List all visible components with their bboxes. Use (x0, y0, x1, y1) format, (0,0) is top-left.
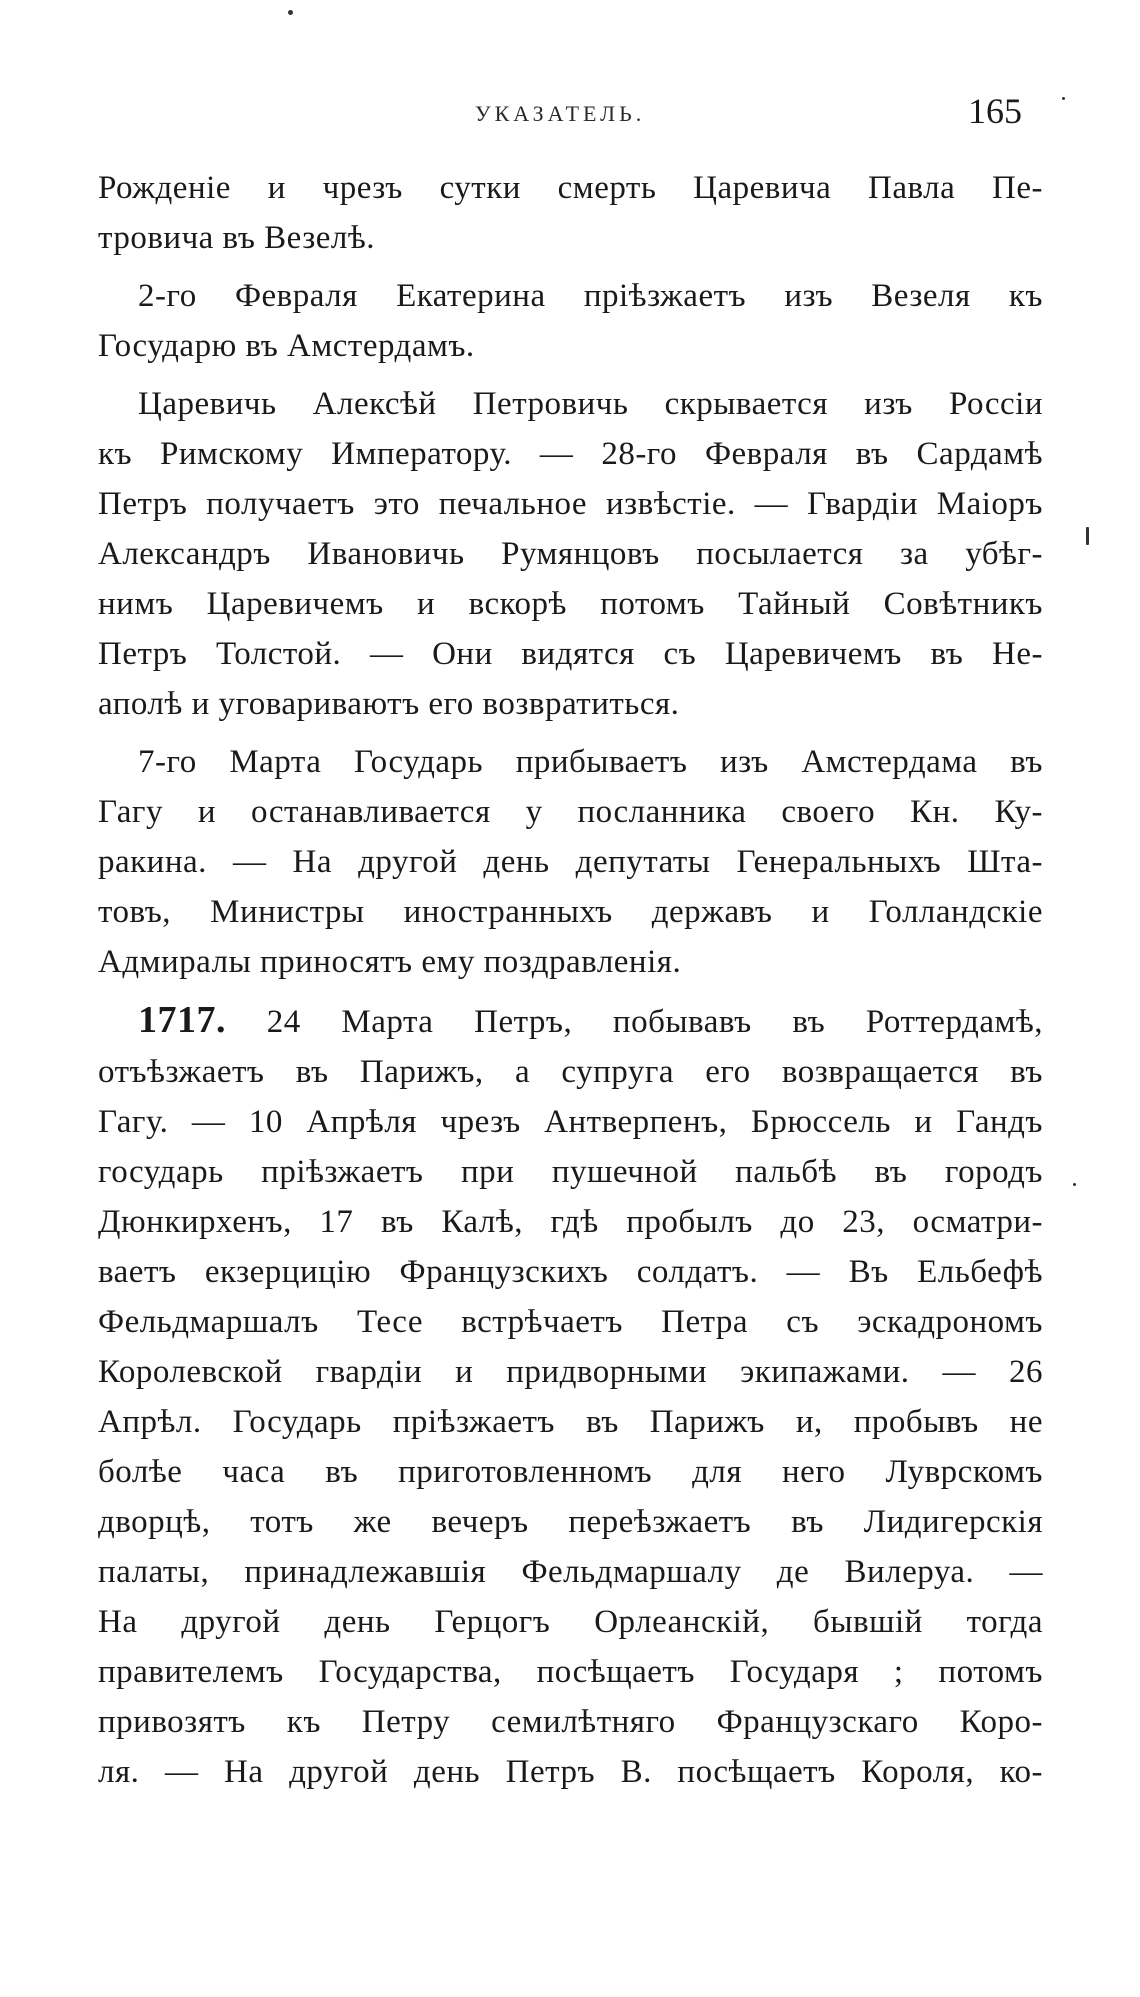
text-line: аполѣ и уговариваютъ его возвратиться. (98, 686, 680, 722)
print-speck (1086, 527, 1089, 545)
paragraph (98, 271, 1043, 371)
text-line: 2-го Февраля Екатерина пріѣзжаетъ изъ Везеля къ (138, 278, 1043, 314)
print-speck (1062, 97, 1065, 100)
print-speck (1073, 1183, 1076, 1186)
text-line: Дюнкирхенъ, 17 въ Калѣ, гдѣ пробылъ до 23, осматри- (98, 1204, 1043, 1240)
text-line: правителемъ Государства, посѣщаетъ Государя ; потомъ (98, 1654, 1043, 1690)
text-line (98, 995, 1043, 1047)
year-heading: 1717. (138, 999, 226, 1041)
text-line: ля. — На другой день Петръ В. посѣщаетъ Короля, ко- (98, 1754, 1043, 1790)
text-line: Фельдмаршалъ Тесе встрѣчаетъ Петра съ эскадрономъ (98, 1304, 1043, 1340)
text-line: нимъ Царевичемъ и вскорѣ потомъ Тайный Совѣтникъ (98, 586, 1043, 622)
text-line-rest: 24 Марта Петръ, побывавъ въ Роттердамѣ, (266, 1004, 1044, 1040)
text-line: привозятъ къ Петру семилѣтняго Французскаго Коро- (98, 1704, 1043, 1740)
text-line: къ Римскому Императору. — 28-го Февраля въ Сардамѣ (98, 436, 1043, 472)
text-line: Апрѣл. Государь пріѣзжаетъ въ Парижъ и, пробывъ не (98, 1404, 1043, 1440)
body-text (98, 163, 1043, 1805)
text-line: ваетъ екзерцицію Французскихъ солдатъ. — Въ Ельбефѣ (98, 1254, 1043, 1290)
paragraph (98, 163, 1043, 263)
text-line: Петръ получаетъ это печальное извѣстіе. — Гвардіи Маіоръ (98, 486, 1043, 522)
text-line: ракина. — На другой день депутаты Генеральныхъ Шта- (98, 844, 1043, 880)
text-line: Рожденіе и чрезъ сутки смерть Царевича Павла Пе- (98, 170, 1043, 206)
text-line: товъ, Министры иностранныхъ державъ и Голландскіе (98, 894, 1043, 930)
text-line: Государю въ Амстердамъ. (98, 328, 475, 364)
text-line: Гагу. — 10 Апрѣля чрезъ Антверпенъ, Брюссель и Гандъ (98, 1104, 1043, 1140)
text-line: Царевичь Алексѣй Петровичь скрывается изъ Россіи (138, 386, 1043, 422)
text-line: отъѣзжаетъ въ Парижъ, а супруга его возвращается въ (98, 1054, 1043, 1090)
text-line: Петръ Толстой. — Они видятся съ Царевичемъ въ Не- (98, 636, 1043, 672)
text-line: палаты, принадлежавшія Фельдмаршалу де Вилеруа. — (98, 1554, 1043, 1590)
text-line: 7-го Марта Государь прибываетъ изъ Амстердама въ (138, 744, 1043, 780)
text-line: тровича въ Везелѣ. (98, 220, 376, 256)
text-line: болѣе часа въ приготовленномъ для него Луврскомъ (98, 1454, 1043, 1490)
text-line: На другой день Герцогъ Орлеанскій, бывшій тогда (98, 1604, 1043, 1640)
text-line: Адмиралы приносятъ ему поздравленія. (98, 944, 682, 980)
paragraph (98, 737, 1043, 987)
page-number: 165 (968, 91, 1022, 131)
paragraph (98, 379, 1043, 729)
print-speck (288, 10, 293, 15)
running-head: УКАЗАТЕЛЬ. (475, 101, 646, 126)
text-line: Гагу и останавливается у посланника своего Кн. Ку- (98, 794, 1043, 830)
text-line: Королевской гвардіи и придворными экипажами. — 26 (98, 1354, 1043, 1390)
text-line: государь пріѣзжаетъ при пушечной пальбѣ въ городъ (98, 1154, 1043, 1190)
text-line: дворцѣ, тотъ же вечеръ переѣзжаетъ въ Лидигерскія (98, 1504, 1043, 1540)
text-line: Александръ Ивановичь Румянцовъ посылается за убѣг- (98, 536, 1043, 572)
paragraph (98, 995, 1043, 1797)
